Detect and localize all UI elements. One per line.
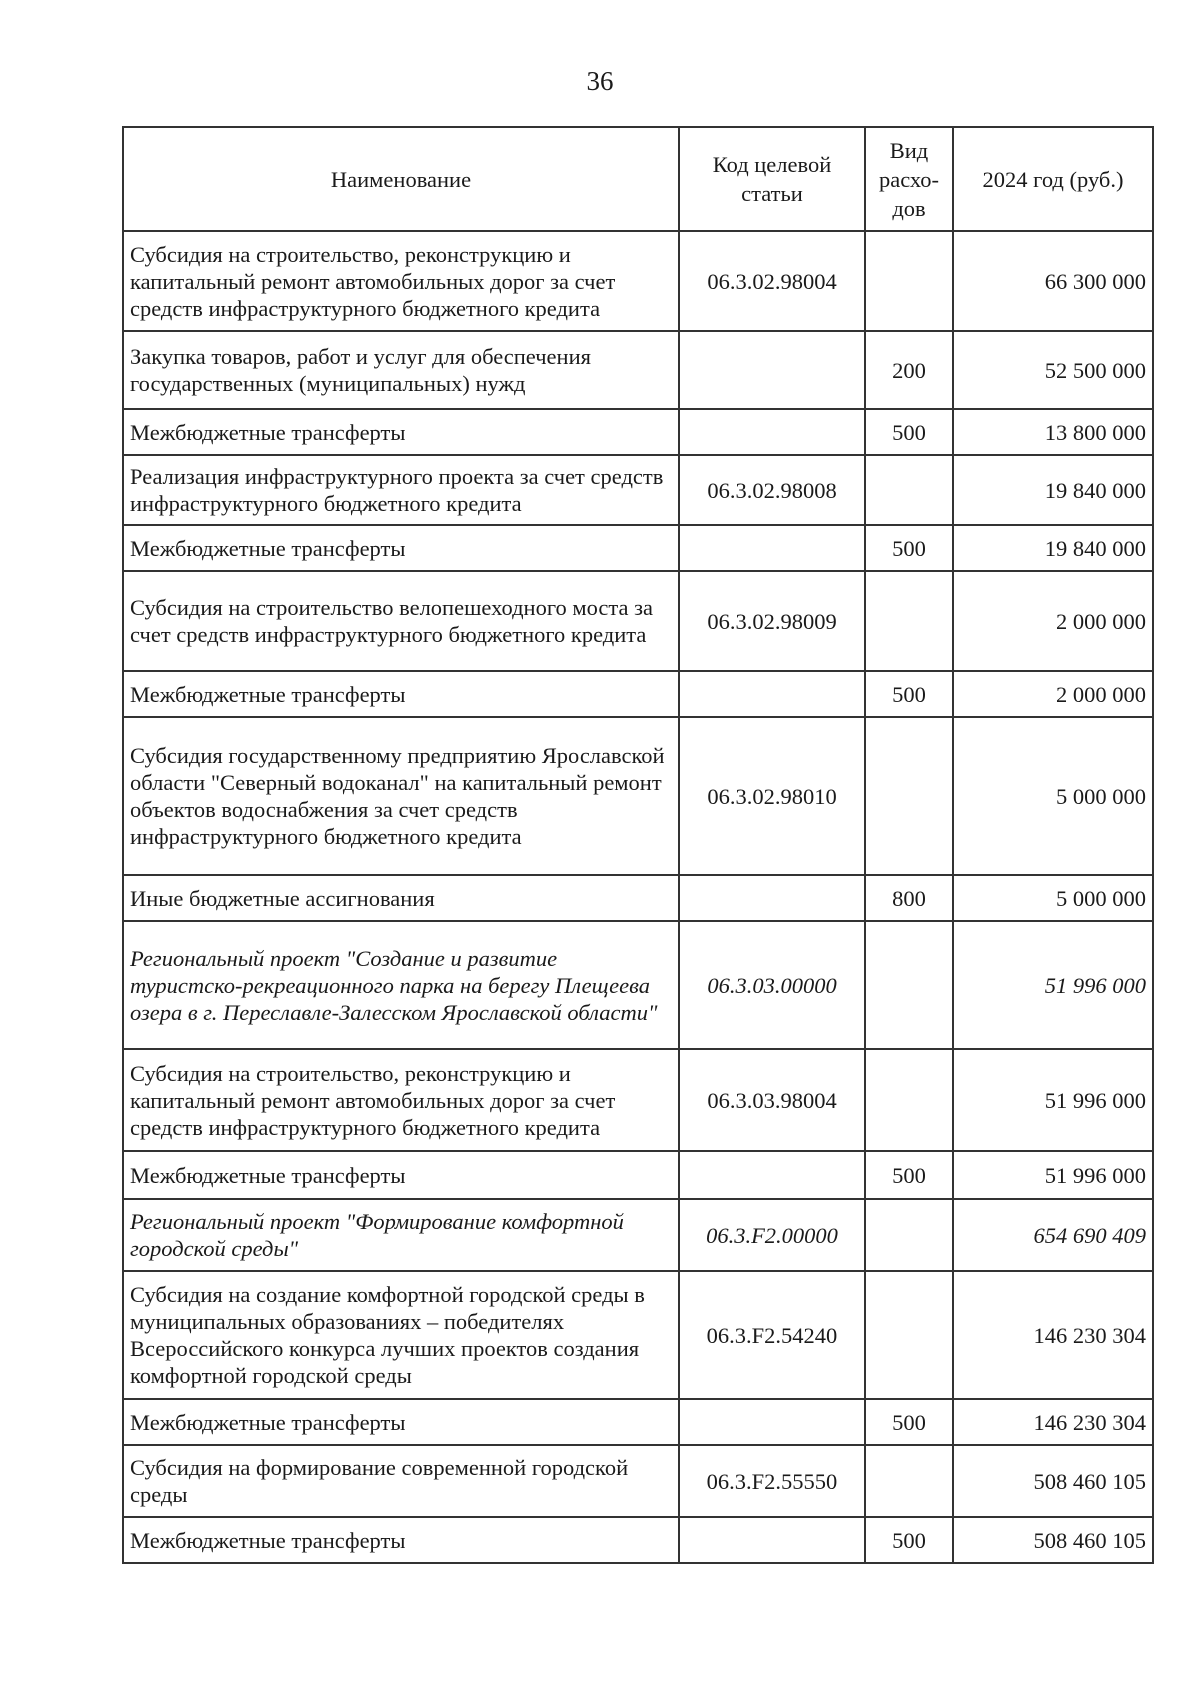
row-code (679, 1517, 865, 1563)
row-name: Субсидия на строительство велопешеходного моста за счет средств инфраструктурного бюджетного кредита (123, 571, 679, 671)
row-name: Реализация инфраструктурного проекта за счет средств инфраструктурного бюджетного кредита (123, 455, 679, 525)
row-amount: 51 996 000 (953, 1151, 1153, 1199)
row-name: Субсидия на строительство, реконструкцию и капитальный ремонт автомобильных дорог за счет средств инфраструктурного бюджетного кредита (123, 1049, 679, 1151)
row-name: Субсидия на строительство, реконструкцию и капитальный ремонт автомобильных дорог за счет средств инфраструктурного бюджетного кредита (123, 231, 679, 331)
row-type: 500 (865, 1517, 953, 1563)
row-code (679, 671, 865, 717)
row-amount: 508 460 105 (953, 1517, 1153, 1563)
table-row (123, 717, 1153, 875)
row-code (679, 1151, 865, 1199)
row-name: Межбюджетные трансферты (123, 409, 679, 455)
row-code: 06.3.02.98004 (679, 231, 865, 331)
row-code: 06.3.F2.00000 (679, 1199, 865, 1271)
row-code (679, 525, 865, 571)
row-code (679, 409, 865, 455)
row-amount: 146 230 304 (953, 1271, 1153, 1399)
row-name: Межбюджетные трансферты (123, 671, 679, 717)
row-name: Иные бюджетные ассигнования (123, 875, 679, 921)
table-row (123, 1445, 1153, 1517)
row-amount: 5 000 000 (953, 717, 1153, 875)
row-amount: 51 996 000 (953, 1049, 1153, 1151)
table-row (123, 1399, 1153, 1445)
row-amount: 51 996 000 (953, 921, 1153, 1049)
row-type: 200 (865, 331, 953, 409)
row-code (679, 331, 865, 409)
row-name: Закупка товаров, работ и услуг для обеспечения государственных (муниципальных) нужд (123, 331, 679, 409)
row-amount: 13 800 000 (953, 409, 1153, 455)
row-code (679, 1399, 865, 1445)
row-name: Межбюджетные трансферты (123, 1151, 679, 1199)
row-code: 06.3.02.98010 (679, 717, 865, 875)
table-row (123, 455, 1153, 525)
row-amount: 66 300 000 (953, 231, 1153, 331)
row-code: 06.3.F2.55550 (679, 1445, 865, 1517)
row-code: 06.3.02.98009 (679, 571, 865, 671)
row-name: Субсидия на создание комфортной городской среды в муниципальных образованиях – победителях Всероссийского конкурса лучших проектов создания комфортной городской среды (123, 1271, 679, 1399)
row-type (865, 231, 953, 331)
row-type (865, 455, 953, 525)
row-type: 800 (865, 875, 953, 921)
table-row (123, 1199, 1153, 1271)
row-amount: 2 000 000 (953, 671, 1153, 717)
row-type (865, 1445, 953, 1517)
table-row (123, 875, 1153, 921)
row-name: Межбюджетные трансферты (123, 1517, 679, 1563)
row-amount: 654 690 409 (953, 1199, 1153, 1271)
table-row (123, 571, 1153, 671)
row-amount: 19 840 000 (953, 525, 1153, 571)
row-amount: 146 230 304 (953, 1399, 1153, 1445)
row-type: 500 (865, 1151, 953, 1199)
row-type (865, 571, 953, 671)
header-name: Наименование (123, 127, 679, 231)
row-type: 500 (865, 1399, 953, 1445)
header-code: Код целевой статьи (679, 127, 865, 231)
table-row (123, 409, 1153, 455)
row-code: 06.3.03.00000 (679, 921, 865, 1049)
table-row (123, 231, 1153, 331)
row-name: Региональный проект "Формирование комфортной городской среды" (123, 1199, 679, 1271)
table-row (123, 1517, 1153, 1563)
row-amount: 5 000 000 (953, 875, 1153, 921)
row-type (865, 1049, 953, 1151)
row-amount: 19 840 000 (953, 455, 1153, 525)
row-type (865, 1271, 953, 1399)
table-row (123, 921, 1153, 1049)
row-name: Субсидия государственному предприятию Ярославской области "Северный водоканал" на капитальный ремонт объектов водоснабжения за счет средств инфраструктурного бюджетного кредита (123, 717, 679, 875)
row-type: 500 (865, 525, 953, 571)
row-type: 500 (865, 671, 953, 717)
row-type (865, 1199, 953, 1271)
table-row (123, 331, 1153, 409)
header-type: Вид расхо-дов (865, 127, 953, 231)
row-name: Межбюджетные трансферты (123, 525, 679, 571)
row-amount: 2 000 000 (953, 571, 1153, 671)
row-name: Субсидия на формирование современной городской среды (123, 1445, 679, 1517)
row-amount: 52 500 000 (953, 331, 1153, 409)
row-code: 06.3.02.98008 (679, 455, 865, 525)
table-header-row (123, 127, 1153, 231)
row-amount: 508 460 105 (953, 1445, 1153, 1517)
row-name: Межбюджетные трансферты (123, 1399, 679, 1445)
header-amount: 2024 год (руб.) (953, 127, 1153, 231)
row-code: 06.3.03.98004 (679, 1049, 865, 1151)
row-type: 500 (865, 409, 953, 455)
row-type (865, 921, 953, 1049)
table-row (123, 1049, 1153, 1151)
table-row (123, 1271, 1153, 1399)
row-type (865, 717, 953, 875)
row-name: Региональный проект "Создание и развитие туристско-рекреационного парка на берегу Плещеева озера в г. Переславле-Залесском Ярославской области" (123, 921, 679, 1049)
table-row (123, 671, 1153, 717)
page-number: 36 (586, 66, 614, 96)
row-code (679, 875, 865, 921)
table-row (123, 525, 1153, 571)
table-row (123, 1151, 1153, 1199)
budget-table (122, 126, 1154, 1564)
row-code: 06.3.F2.54240 (679, 1271, 865, 1399)
